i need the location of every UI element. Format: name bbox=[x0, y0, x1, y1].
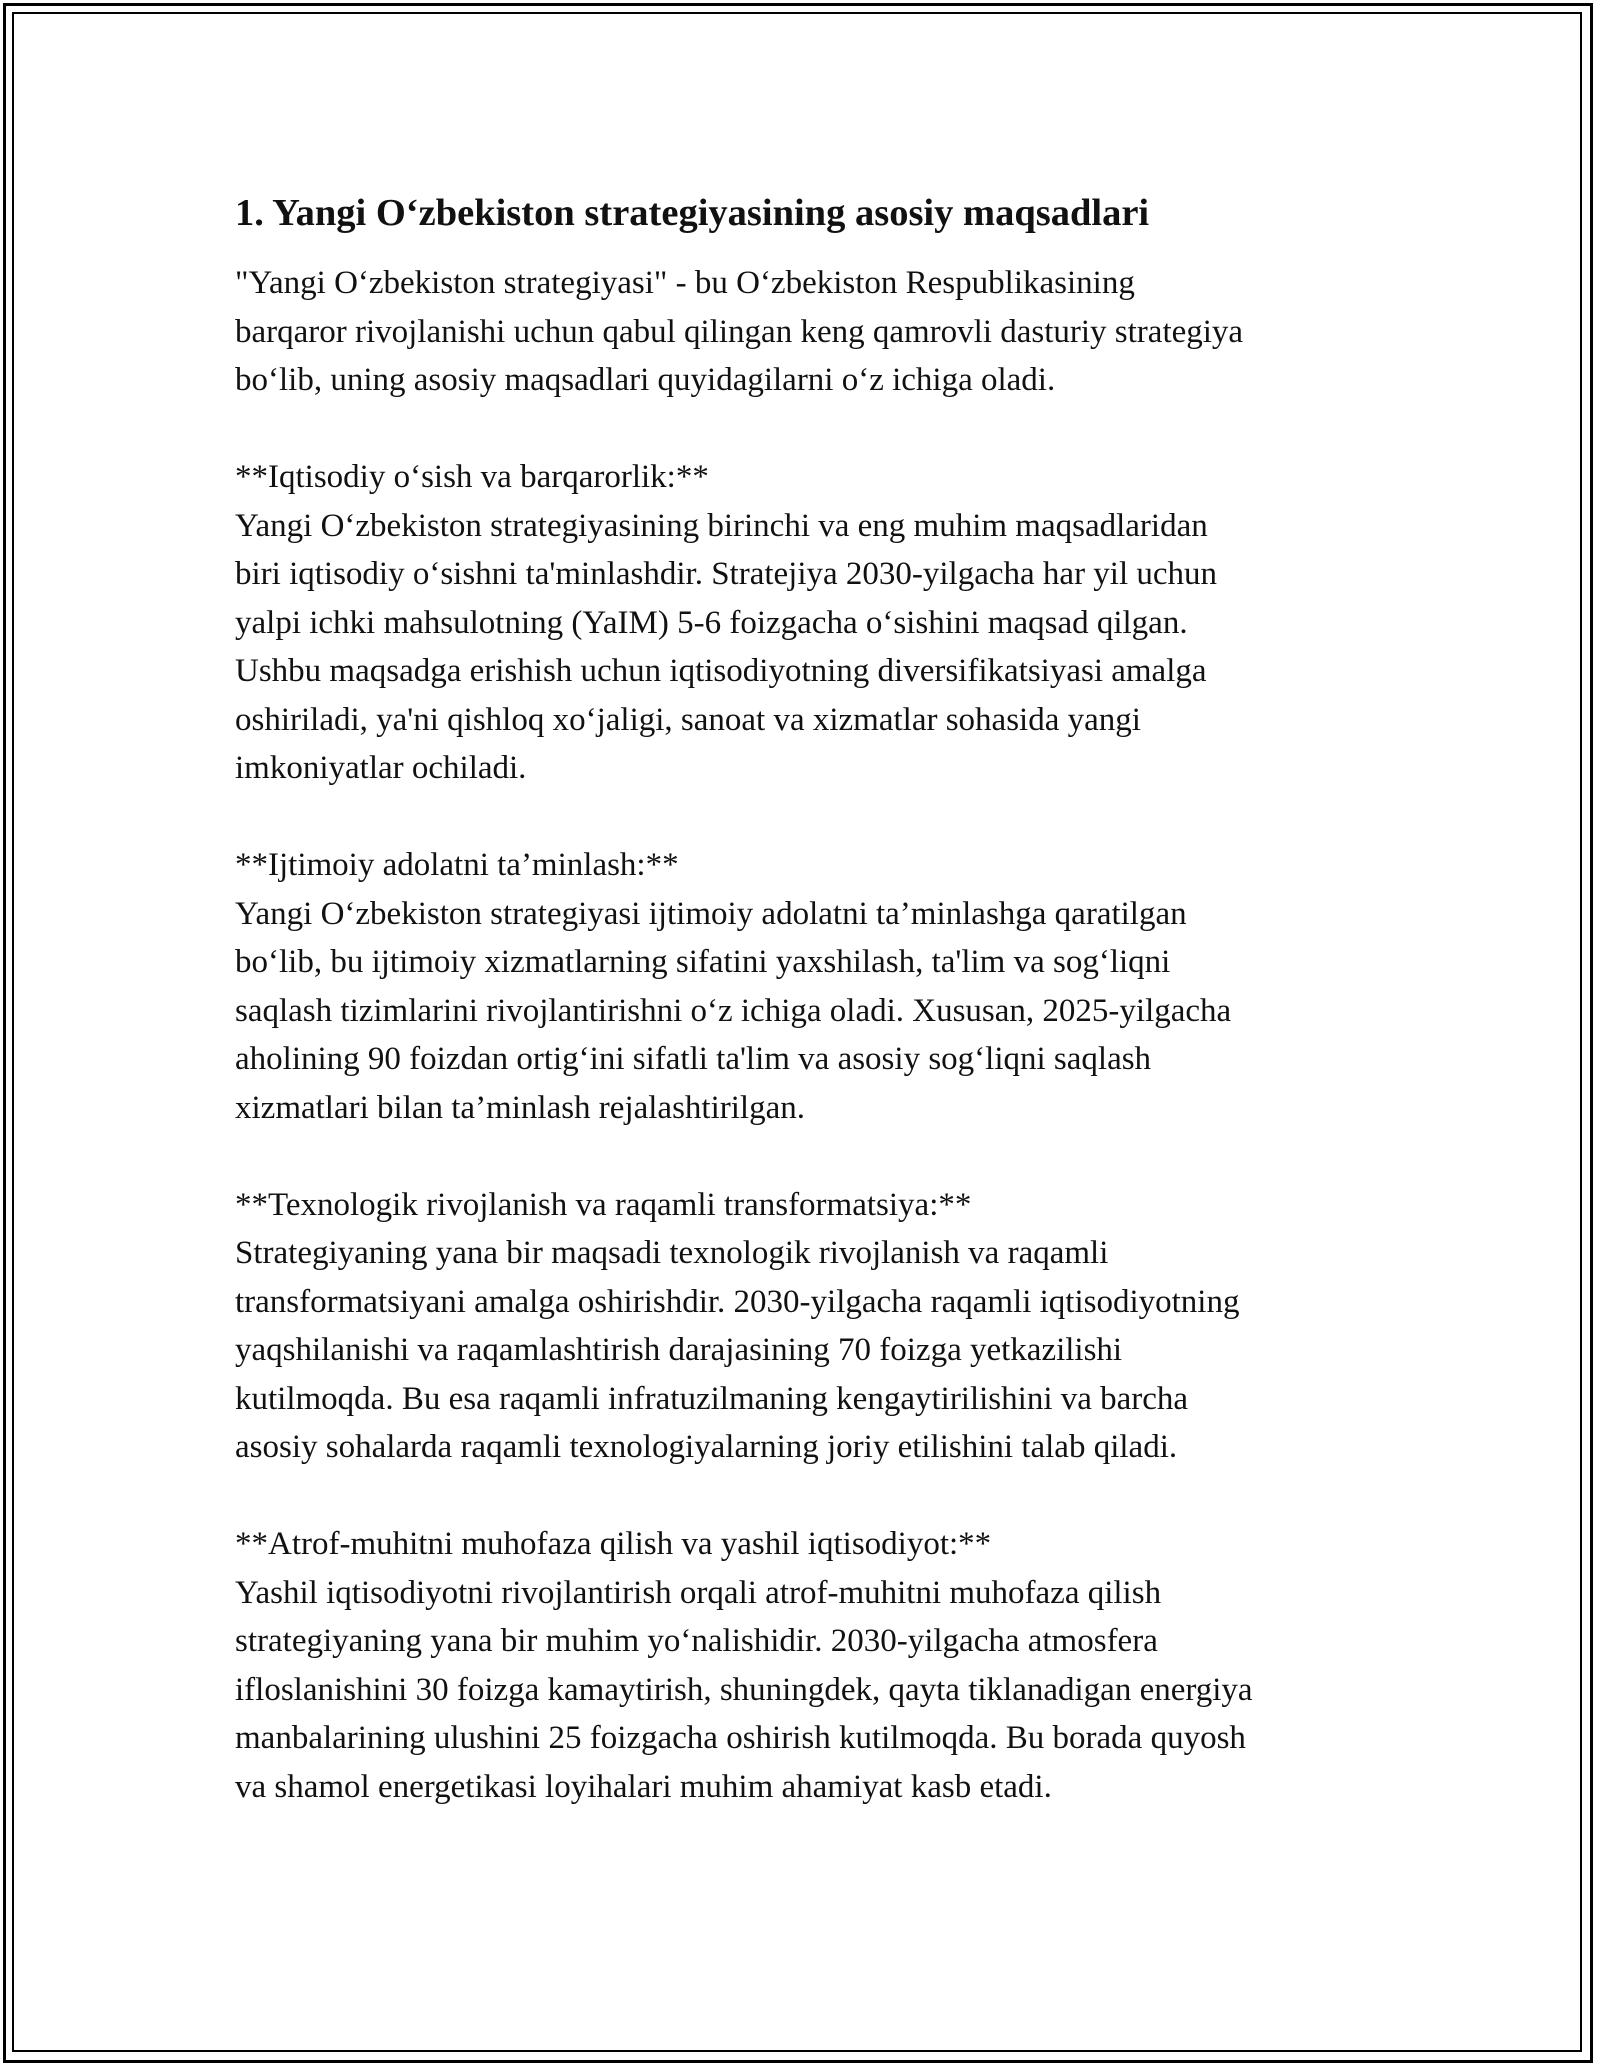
section-heading: **Ijtimoiy adolatni ta’minlash:** bbox=[235, 847, 679, 883]
section-green-economy bbox=[235, 1520, 1395, 1811]
section-economic-growth bbox=[235, 453, 1395, 793]
section-body: Yangi O‘zbekiston strategiyasi ijtimoiy adolatni ta’minlashga qaratilgan bo‘lib, bu ijtimoiy xizmatlarning sifatini yaxshilash, ta'lim va sog‘liqni saqlash tizimlarini rivojlantirishni o‘z ichiga oladi. Xususan, 2025-yilgacha aholining 90 foizdan ortig‘ini sifatli ta'lim va asosiy sog‘liqni saqlash xizmatlari bilan ta’minlash rejalashtirilgan. bbox=[235, 895, 1232, 1126]
document-title: 1. Yangi O‘zbekiston strategiyasining asosiy maqsadlari bbox=[235, 192, 1150, 234]
section-body: Yashil iqtisodiyotni rivojlantirish orqali atrof-muhitni muhofaza qilish strategiyaning yana bir muhim yo‘nalishidir. 2030-yilgacha atmosfera ifloslanishini 30 foizga kamaytirish, shuningdek, qayta tiklanadigan energiya manbalarining ulushini 25 foizgacha oshirish kutilmoqda. Bu borada quyosh va shamol energetikasi loyihalari muhim ahamiyat kasb etadi. bbox=[235, 1574, 1253, 1805]
section-heading: **Texnologik rivojlanish va raqamli transformatsiya:** bbox=[235, 1186, 972, 1223]
section-heading: **Iqtisodiy o‘sish va barqarorlik:** bbox=[235, 459, 709, 495]
document-body bbox=[235, 187, 1395, 1860]
section-body: Strategiyaning yana bir maqsadi texnologik rivojlanish va raqamli transformatsiyani amalga oshirishdir. 2030-yilgacha raqamli iqtisodiyotning yaqshilanishi va raqamlashtirish darajasining 70 foizga yetkazilishi kutilmoqda. Bu esa raqamli infratuzilmaning kengaytirilishini va barcha asosiy sohalarda raqamli texnologiyalarning joriy etilishini talab qiladi. bbox=[235, 1235, 1240, 1465]
intro-paragraph: "Yangi O‘zbekiston strategiyasi" - bu O‘zbekiston Respublikasining barqaror rivojlanishi uchun qabul qilingan keng qamrovli dasturiy strategiya bo‘lib, uning asosiy maqsadlari quyidagilarni o‘z ichiga oladi. bbox=[235, 265, 1244, 398]
section-social-justice bbox=[235, 841, 1395, 1132]
section-heading: **Atrof-muhitni muhofaza qilish va yashil iqtisodiyot:** bbox=[235, 1526, 992, 1562]
section-digital-transformation bbox=[235, 1181, 1395, 1472]
section-body: Yangi O‘zbekiston strategiyasining birinchi va eng muhim maqsadlaridan biri iqtisodiy o‘sishni ta'minlashdir. Stratejiya 2030-yilgacha har yil uchun yalpi ichki mahsulotning (YaIM) 5-6 foizgacha o‘sishini maqsad qilgan. Ushbu maqsadga erishish uchun iqtisodiyotning diversifikatsiyasi amalga oshiriladi, ya'ni qishloq xo‘jaligi, sanoat va xizmatlar sohasida yangi imkoniyatlar ochiladi. bbox=[235, 507, 1218, 786]
